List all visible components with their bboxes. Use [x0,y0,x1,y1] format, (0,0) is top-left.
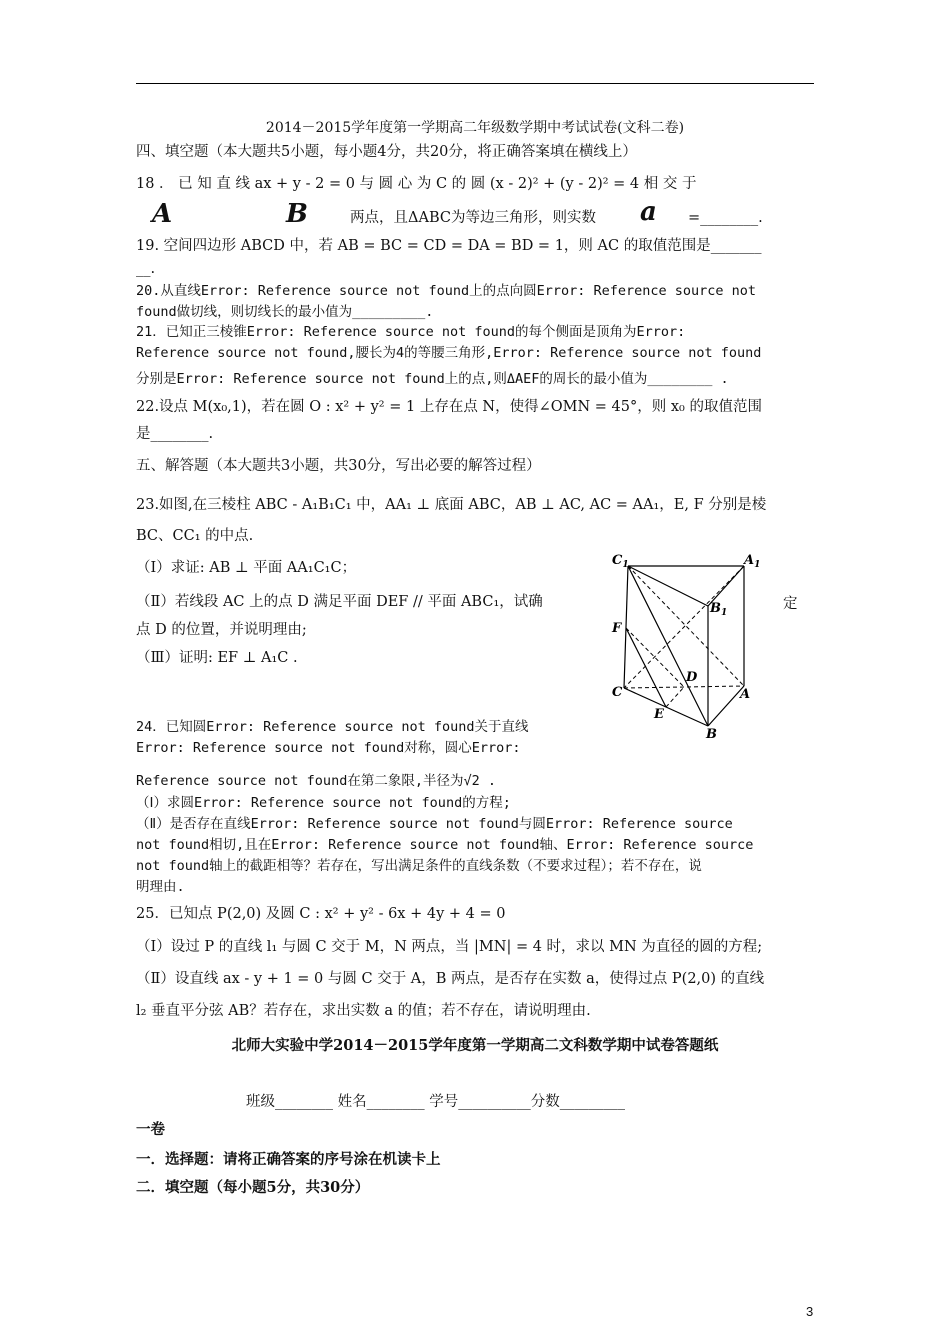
q23-part2b: 点 D 的位置，并说明理由; [136,622,307,638]
q20-line2: found做切线，则切线长的最小值为_________. [136,304,434,320]
part1-label: 一卷 [136,1121,165,1138]
q23-part1: （Ⅰ）求证: AB ⊥ 平面 AA₁C₁C； [136,560,357,576]
label-f: F [612,621,622,636]
q18-line1: 18 ． 已 知 直 线 ax + y - 2 = 0 与 圆 心 为 C 的 圆 (x - 2)² + (y - 2)² = 4 相 交 于 [136,176,697,192]
q18-blank: =________. [688,210,763,226]
diag-c1-a [628,566,744,686]
label-d: D [686,670,698,685]
diag-c1-b [628,566,708,726]
label-b: B [706,727,717,742]
answer-sheet-title: 北师大实验中学2014－2015学年度第一学期高二文科数学期中试卷答题纸 [231,1037,719,1054]
q24-part2b: not found相切,且在Error: Reference source not found轴、Error: Reference source [136,837,754,853]
label-c: C [612,685,623,700]
q22-line1: 22.设点 M(x₀,1)，若在圆 O : x² + y² = 1 上存在点 N，使得∠OMN = 45°，则 x₀ 的取值范围 [136,399,762,415]
q19-line2: __. [136,261,156,277]
q24-line2: Error: Reference source not found对称，圆心Error: [136,740,521,756]
edge-c1-c [624,566,628,688]
q19-line1: 19. 空间四边形 ABCD 中，若 AB = BC = CD = DA = BD = 1，则 AC 的取值范围是_______ [136,238,762,254]
q25-part1: （Ⅰ）设过 P 的直线 l₁ 与圆 C 交于 M，N 两点，当 |MN| = 4 时，求以 MN 为直径的圆的方程; [136,939,763,955]
section5-heading: 五、解答题（本大题共3小题，共30分，写出必要的解答过程） [136,458,541,474]
q24-line3: Reference source not found在第二象限,半径为√2 . [136,773,496,789]
label-c1: $C_1$ [612,553,629,570]
q24-part2a: （Ⅱ）是否存在直线Error: Reference source not found与圆Error: Reference source [136,816,733,832]
edge-c1-b1 [628,566,708,606]
q25-part2b: l₂ 垂直平分弦 AB？若存在，求出实数 a 的值；若不存在，请说明理由. [136,1003,591,1019]
q18-blob-b: B [286,199,308,229]
q25-line1: 25．已知点 P(2,0) 及圆 C : x² + y² - 6x + 4y + 4 = 0 [136,906,506,922]
q20-line1: 20.从直线Error: Reference source not found上的点向圆Error: Reference source not [136,283,757,299]
q24-part2c: not found轴上的截距相等？若存在，写出满足条件的直线条数（不要求过程）；若不存在，说 [136,858,702,874]
section4-heading: 四、填空题（本大题共5小题，每小题4分，共20分，将正确答案填在横线上） [136,144,637,160]
q18-blob-var: a [640,197,657,227]
diag-a1-c [624,566,744,688]
q23-part2: （Ⅱ）若线段 AC 上的点 D 满足平面 DEF // 平面 ABC₁，试确 [136,594,543,610]
q21-line3: 分别是Error: Reference source not found上的点,则ΔAEF的周长的最小值为________ . [136,371,729,387]
label-e: E [654,707,664,722]
q21-line2: Reference source not found,腰长为4的等腰三角形,Error: Reference source not found [136,345,762,361]
edge-a-b [708,686,744,726]
q23-part3: （Ⅲ）证明: EF ⊥ A₁C . [136,650,298,666]
seg-e-d [666,687,684,707]
top-rule [136,83,814,84]
choice-section-heading: 一．选择题：请将正确答案的序号涂在机读卡上 [136,1151,441,1168]
seg-f-e [626,628,666,707]
student-info-line: 班级________ 姓名________ 学号__________分数_________ [246,1094,625,1110]
prism-figure [598,548,778,743]
q23-part2-tail: 定 [783,596,798,612]
label-b1: $B_1$ [710,601,728,618]
page-number: 3 [806,1304,814,1319]
q24-line1: 24．已知圆Error: Reference source not found关于直线 [136,719,529,735]
q23-line2: BC、CC₁ 的中点. [136,528,254,544]
label-a: A [740,687,751,702]
q21-line1: 21．已知正三棱锥Error: Reference source not found的每个侧面是顶角为Error: [136,324,686,340]
q18-line2: 两点，且ΔABC为等边三角形，则实数 [350,210,596,226]
q25-part2a: （Ⅱ）设直线 ax - y + 1 = 0 与圆 C 交于 A，B 两点，是否存在实数 a，使得过点 P(2,0) 的直线 [136,971,765,987]
q18-blob-a: A [152,199,173,229]
label-a1: $A_1$ [744,553,761,570]
q24-part2d: 明理由. [136,879,185,895]
exam-title: 2014－2015学年度第一学期高二年级数学期中考试试卷(文科二卷) [265,120,685,136]
q22-line2: 是________. [136,426,214,442]
fill-section-heading: 二．填空题（每小题5分，共30分） [136,1179,370,1196]
q23-line1: 23.如图,在三棱柱 ABC - A₁B₁C₁ 中，AA₁ ⊥ 底面 ABC，AB ⊥ AC, AC = AA₁，E, F 分别是棱 [136,497,767,513]
seg-f-d [626,628,684,687]
q24-part1: （Ⅰ）求圆Error: Reference source not found的方程; [136,795,511,811]
